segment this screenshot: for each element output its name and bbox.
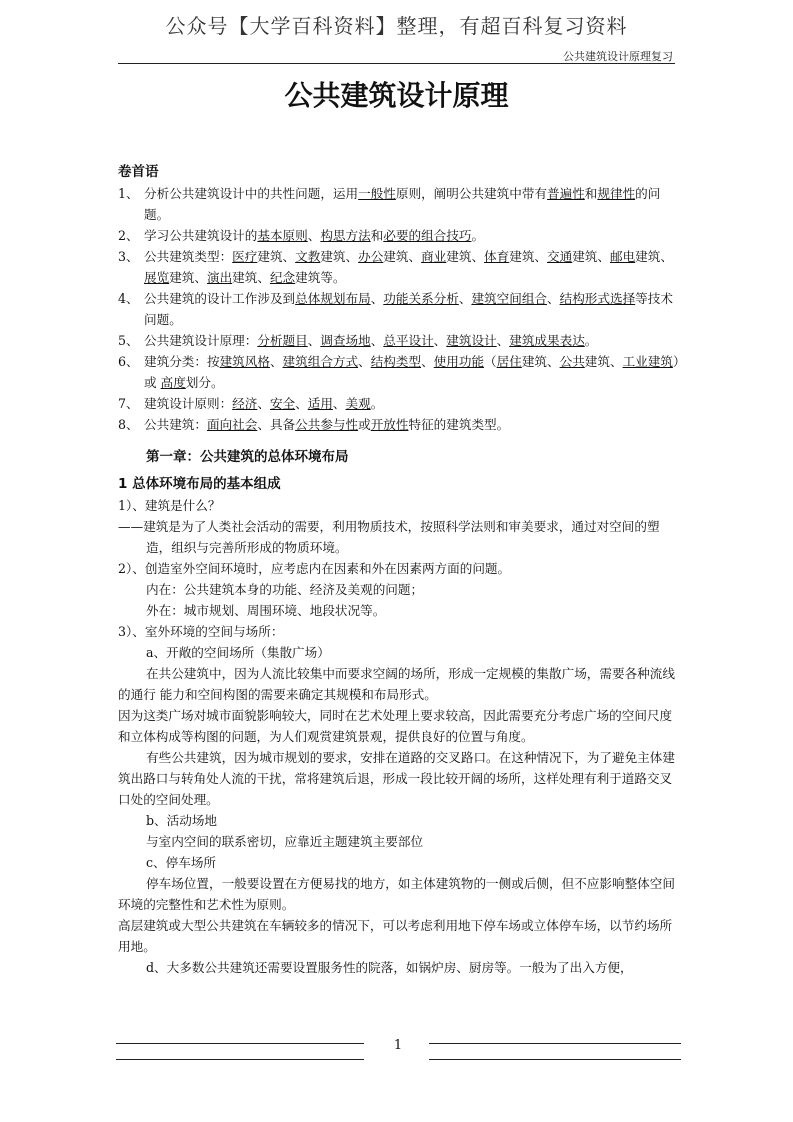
preface-text: 建筑、 [521, 354, 560, 369]
preface-text: 划分。 [185, 375, 224, 390]
key-term: 规律性 [597, 186, 636, 201]
footer-rule [116, 1059, 364, 1060]
preface-item [118, 351, 680, 393]
key-term: 演出 [206, 270, 233, 285]
preface-text: 特征的建筑类型。 [408, 417, 510, 432]
preface-item [118, 225, 680, 246]
preface-text: 、 [307, 228, 321, 243]
preface-text: 建筑、 [383, 249, 422, 264]
running-head: 公共建筑设计原理复习 [563, 50, 673, 63]
preface-item [118, 246, 680, 288]
key-term: 商业 [421, 249, 447, 264]
preface-text: 和 [584, 186, 598, 201]
preface-item [118, 393, 680, 414]
preface-text: 、 [295, 396, 308, 411]
preface-text: 、 [370, 333, 384, 348]
subsection-d-paragraph: d、大多数公共建筑还需要设置服务性的院落，如锅炉房、厨房等。一般为了出入方便， [146, 960, 633, 975]
preface-text: ）或 [144, 354, 680, 390]
preface-item-number: 2、 [118, 228, 139, 243]
key-term: 高度 [160, 375, 186, 390]
preface-text: 、 [370, 291, 384, 306]
preface-item [118, 288, 680, 330]
question-2-inner: 内在：公共建筑本身的功能、经济及美观的问题； [146, 582, 424, 597]
subsection-a-paragraph: 在共公建筑中，因为人流比较集中而要求空阔的场所，形成一定规模的集散广场，需要各种流线的通行 能力和空间构图的需要来确定其规模和布局形式。 [118, 666, 675, 702]
preface-item-number: 4、 [118, 291, 139, 306]
preface-item-number: 3、 [118, 249, 139, 264]
key-term: 文教 [295, 249, 321, 264]
document-body [118, 162, 680, 978]
key-term: 医疗 [232, 249, 258, 264]
preface-text: 、 [458, 291, 472, 306]
preface-list [118, 183, 680, 435]
preface-text: 建筑、 [169, 270, 207, 285]
preface-text: 、 [269, 354, 283, 369]
key-term: 纪念 [269, 270, 296, 285]
preface-item-number: 6、 [118, 354, 139, 369]
preface-text: 、 [332, 396, 346, 411]
subsection-a-title: a、开敞的空间场所（集散广场） [146, 645, 330, 660]
preface-text: 建筑、 [232, 270, 270, 285]
subsection-c-paragraph: 停车场位置，一般要设置在方便易找的地方，如主体建筑物的一侧或后侧，但不应影响整体空间环境的完整性和艺术性为原则。 [118, 876, 675, 912]
page-title: 公共建筑设计原理 [284, 79, 509, 112]
key-term: 工业建筑 [622, 354, 673, 369]
preface-text: 建筑、 [320, 249, 359, 264]
question-2-outer: 外在：城市规划、周围环境、地段状况等。 [146, 603, 386, 618]
key-term: 经济 [232, 396, 258, 411]
key-term: 必要的组合技巧 [383, 228, 472, 243]
key-term: 居住 [496, 354, 522, 369]
footer-rule [116, 1043, 364, 1044]
question-1-answer: ——建筑是为了人类社会活动的需要，利用物质技术，按照科学法则和审美要求，通过对空间的塑造，组织与完善所形成的物质环境。 [118, 519, 660, 555]
key-term: 建筑风格 [219, 354, 270, 369]
key-term: 分析题目 [257, 333, 308, 348]
key-term: 安全 [269, 396, 296, 411]
preface-heading: 卷首语 [118, 164, 159, 180]
preface-text: 、 [547, 291, 560, 306]
key-term: 展览 [144, 270, 170, 285]
preface-text: 等技术问题。 [144, 291, 673, 327]
key-term: 功能关系分析 [383, 291, 459, 306]
key-term: 基本原则 [257, 228, 308, 243]
key-term: 结构形式选择 [559, 291, 636, 306]
preface-item [118, 414, 680, 435]
subsection-c-paragraph: 高层建筑或大型公共建筑在车辆较多的情况下，可以考虑利用地下停车场或立体停车场，以节约场所用地。 [118, 918, 673, 954]
subsection-b-paragraph: 与室内空间的联系密切，应靠近主题建筑主要部位 [146, 834, 424, 849]
key-term: 美观 [345, 396, 371, 411]
key-term: 构思方法 [320, 228, 371, 243]
preface-text: 建筑等。 [295, 270, 346, 285]
preface-text: 。 [584, 333, 598, 348]
preface-text: 。 [370, 396, 384, 411]
key-term: 结构类型 [370, 354, 422, 369]
key-term: 普遍性 [547, 186, 585, 201]
key-term: 体育 [484, 249, 510, 264]
header-rule [118, 63, 675, 64]
key-term: 交通 [547, 249, 573, 264]
preface-text: 建筑、 [572, 249, 610, 264]
footer-rule [429, 1043, 681, 1044]
key-term: 总体规划布局 [295, 291, 371, 306]
preface-text: 、 [433, 333, 447, 348]
chapter-heading: 第一章：公共建筑的总体环境布局 [146, 449, 349, 465]
key-term: 使用功能 [433, 354, 485, 369]
preface-item [118, 330, 680, 351]
key-term: 一般性 [358, 186, 396, 201]
preface-item-number: 5、 [118, 333, 139, 348]
key-term: 建筑设计 [446, 333, 497, 348]
preface-text: 建筑、 [257, 249, 296, 264]
page-footer [116, 1040, 681, 1064]
question-1: 1）、建筑是什么？ [118, 498, 221, 513]
preface-item [118, 183, 680, 225]
preface-text: 公共建筑设计原理： [144, 333, 258, 348]
key-term: 总平设计 [383, 333, 434, 348]
preface-text: 学习公共建筑设计的 [144, 228, 258, 243]
question-2: 2）、创造室外空间环境时，应考虑内在因素和外在因素两方面的问题。 [118, 561, 511, 576]
key-term: 建筑空间组合 [471, 291, 547, 306]
preface-text: （ [484, 354, 497, 369]
preface-text: 建筑、 [635, 249, 673, 264]
key-term: 适用 [307, 396, 333, 411]
preface-text: 建筑、 [584, 354, 623, 369]
preface-item-number: 1、 [118, 186, 139, 201]
key-term: 公共 [559, 354, 585, 369]
preface-text: 。 [471, 228, 485, 243]
preface-text: 、 [307, 333, 321, 348]
preface-text: 公共建筑类型： [144, 249, 233, 264]
preface-text: 分析公共建筑设计中的共性问题，运用 [144, 186, 359, 201]
subsection-b-title: b、活动场地 [146, 813, 218, 828]
preface-text: 原则，阐明公共建筑中带有 [395, 186, 547, 201]
preface-text: 建筑、 [509, 249, 547, 264]
preface-text: 建筑设计原则： [144, 396, 233, 411]
page-number: 1 [393, 1038, 403, 1053]
preface-item-number: 7、 [118, 396, 139, 411]
preface-text: 建筑、 [446, 249, 485, 264]
watermark-banner: 公众号【大学百科资料】整理，有超百科复习资料 [165, 14, 628, 38]
preface-text: 建筑分类：按 [144, 354, 220, 369]
subsection-a-paragraph: 有些公共建筑，因为城市规划的要求，安排在道路的交叉路口。在这种情况下，为了避免主体建筑出路口与转角处人流的干扰，常将建筑后退，形成一段比较开阔的场所，这样处理有利于道路交叉口处的空间处理。 [118, 750, 675, 807]
preface-text: 、具备 [257, 417, 296, 432]
subsection-a-paragraph: 因为这类广场对城市面貌影响较大，同时在艺术处理上要求较高，因此需要充分考虑广场的空间尺度和立体构成等构图的问题，为人们观赏建筑景观，提供良好的位置与角度。 [118, 708, 673, 744]
preface-text: 、 [257, 396, 270, 411]
key-term: 调查场地 [320, 333, 371, 348]
key-term: 建筑组合方式 [282, 354, 359, 369]
preface-text: 公共建筑： [144, 417, 207, 432]
preface-text: 和 [370, 228, 384, 243]
key-term: 建筑成果表达 [509, 333, 585, 348]
preface-item-number: 8、 [118, 417, 139, 432]
key-term: 办公 [358, 249, 384, 264]
section-heading: 1 总体环境布局的基本组成 [118, 476, 281, 492]
question-3: 3）、室外环境的空间与场所： [118, 624, 284, 639]
preface-text: 、 [421, 354, 434, 369]
key-term: 邮电 [609, 249, 636, 264]
preface-text: 、 [358, 354, 371, 369]
footer-rule [429, 1059, 681, 1060]
preface-text: 公共建筑的设计工作涉及到 [144, 291, 296, 306]
preface-text: 的问题。 [144, 186, 661, 222]
preface-text: 、 [496, 333, 510, 348]
key-term: 公共参与性 [295, 417, 359, 432]
preface-text: 或 [358, 417, 371, 432]
key-term: 开放性 [370, 417, 409, 432]
key-term: 面向社会 [206, 417, 258, 432]
subsection-c-title: c、停车场所 [146, 855, 217, 870]
